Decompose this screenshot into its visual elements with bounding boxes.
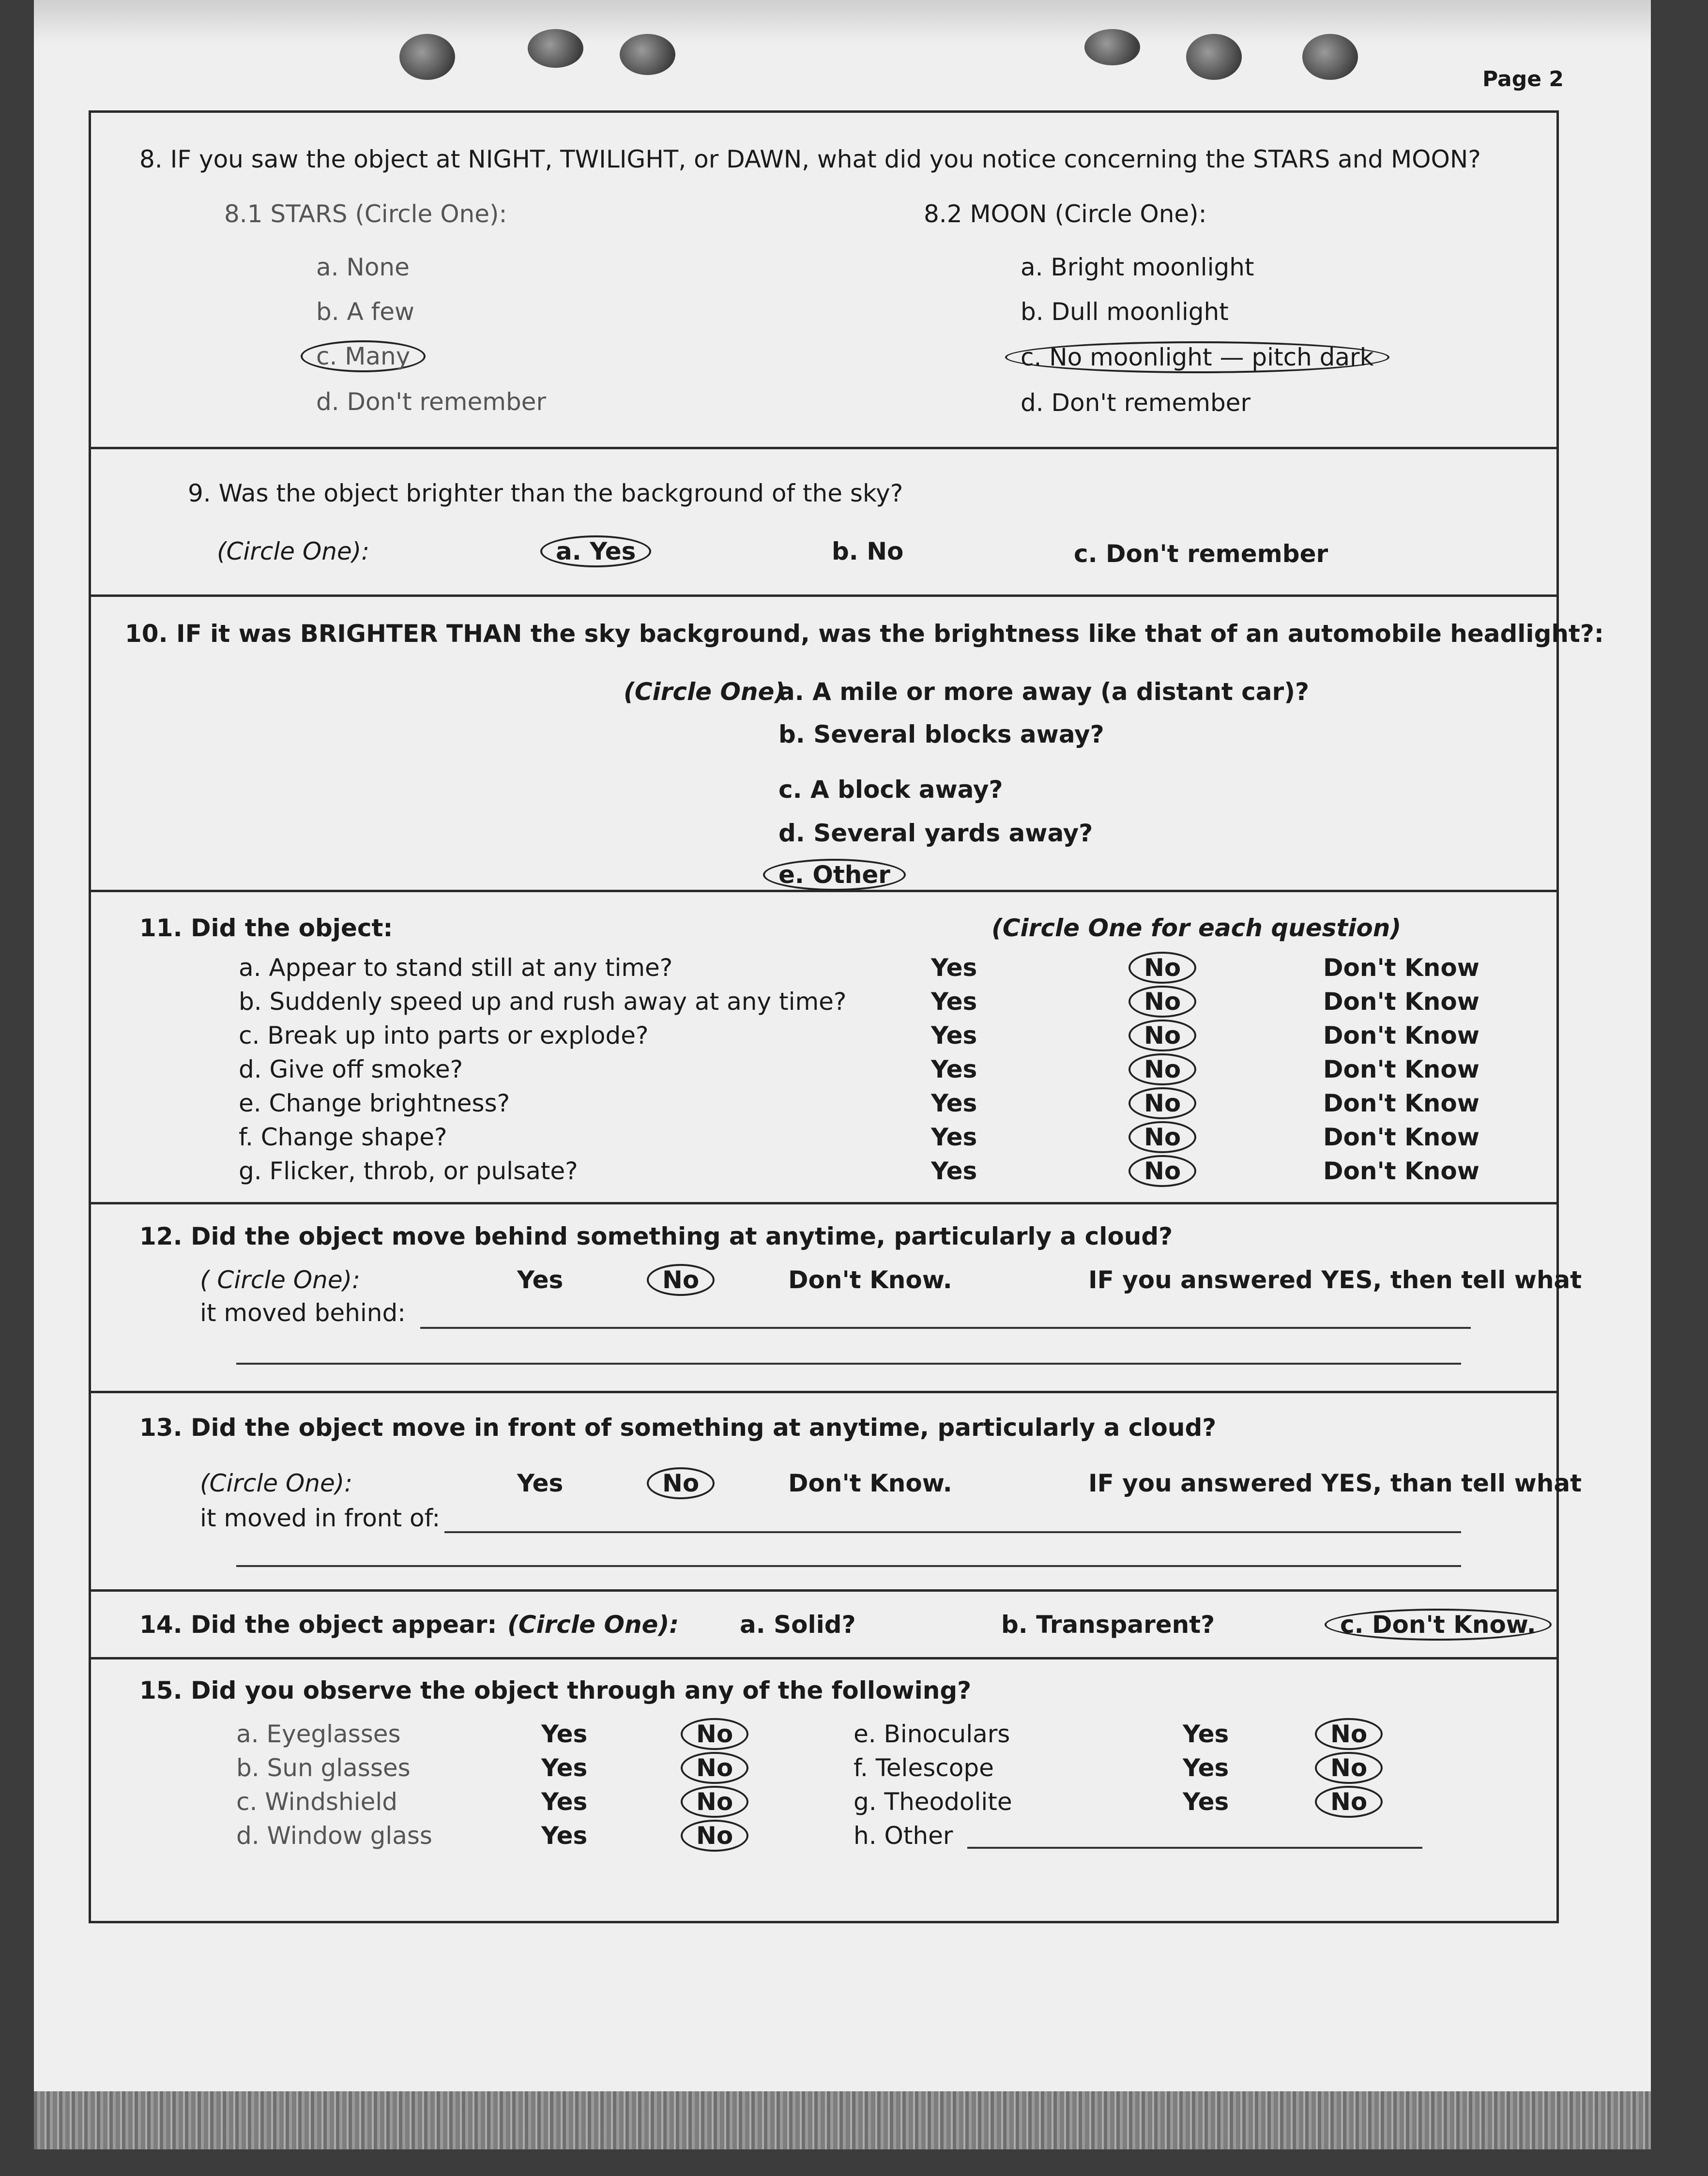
circled-answer: No	[1128, 1155, 1196, 1187]
question-11	[91, 890, 1556, 1204]
q11-item-c-yes[interactable]: Yes	[931, 1021, 977, 1050]
q11-item-a-yes[interactable]: Yes	[931, 954, 977, 982]
q9-option-a-circled[interactable]	[556, 536, 651, 566]
circled-answer: c. Many	[301, 340, 426, 372]
q11-item-b-yes[interactable]: Yes	[931, 988, 977, 1016]
q10-option-a[interactable]: a. A mile or more away (a distant car)?	[778, 678, 1310, 706]
q10-option-b[interactable]: b. Several blocks away?	[778, 720, 1104, 748]
moon-option-a: a. Bright moonlight	[1021, 253, 1254, 281]
circle-one-label: (Circle One)	[624, 678, 786, 706]
q15-item-a: a. Eyeglasses	[236, 1720, 401, 1748]
q11-item-f-yes[interactable]: Yes	[931, 1123, 977, 1151]
q11-item-f-dont-know[interactable]: Don't Know	[1323, 1123, 1479, 1151]
q15-item-g-yes[interactable]: Yes	[1183, 1788, 1229, 1816]
q11-item-a-dont-know[interactable]: Don't Know	[1323, 954, 1479, 982]
question-13-text: 13. Did the object move in front of something at anytime, particularly a cloud?	[139, 1414, 1217, 1442]
q11-item-g-no-circled[interactable]	[1144, 1156, 1196, 1186]
circled-answer: c. Don't Know.	[1325, 1609, 1552, 1641]
q11-item-a-no-circled[interactable]	[1144, 953, 1196, 983]
question-15-text: 15. Did you observe the object through any of the following?	[139, 1676, 972, 1704]
q11-item-f: f. Change shape?	[239, 1123, 447, 1151]
q11-item-d-yes[interactable]: Yes	[931, 1055, 977, 1083]
q13-yes[interactable]: Yes	[517, 1469, 564, 1497]
q11-item-d-dont-know[interactable]: Don't Know	[1323, 1055, 1479, 1083]
q11-item-e-yes[interactable]: Yes	[931, 1089, 977, 1117]
answer-line[interactable]	[420, 1327, 1471, 1329]
circled-answer: No	[1128, 1087, 1196, 1119]
q11-item-d: d. Give off smoke?	[239, 1055, 463, 1083]
q11-item-c-no-circled[interactable]	[1144, 1020, 1196, 1050]
stars-heading: 8.1 STARS (Circle One):	[224, 200, 507, 228]
q13-dont-know[interactable]: Don't Know.	[788, 1469, 952, 1497]
q15-item-c: c. Windshield	[236, 1788, 397, 1816]
moon-option-c-circled[interactable]	[1021, 342, 1389, 372]
q12-no-circled[interactable]	[662, 1265, 715, 1295]
circle-one-label: (Circle One):	[217, 537, 370, 565]
circle-one-label: (Circle One):	[200, 1469, 353, 1497]
question-8-text: 8. IF you saw the object at NIGHT, TWILIGHT, or DAWN, what did you notice concerning the STARS and MOON?	[139, 145, 1481, 173]
q11-item-e-dont-know[interactable]: Don't Know	[1323, 1089, 1479, 1117]
q11-item-g-dont-know[interactable]: Don't Know	[1323, 1157, 1479, 1185]
q13-followup: IF you answered YES, than tell what	[1088, 1469, 1582, 1497]
q15-item-h-other: h. Other	[854, 1822, 953, 1850]
question-12	[91, 1202, 1582, 1393]
question-15	[91, 1657, 1556, 1921]
q15-item-a-yes[interactable]: Yes	[541, 1720, 588, 1748]
answer-line[interactable]	[967, 1847, 1422, 1849]
q15-item-g-no-circled[interactable]	[1330, 1787, 1383, 1817]
q11-item-f-no-circled[interactable]	[1144, 1122, 1196, 1152]
q9-option-b[interactable]: b. No	[832, 537, 904, 565]
circled-answer: No	[1315, 1786, 1383, 1818]
q15-item-b-yes[interactable]: Yes	[541, 1754, 588, 1782]
q15-item-c-no-circled[interactable]	[696, 1787, 748, 1817]
q15-item-c-yes[interactable]: Yes	[541, 1788, 588, 1816]
punch-hole	[1302, 34, 1358, 80]
moon-heading: 8.2 MOON (Circle One):	[924, 200, 1207, 228]
q11-item-d-no-circled[interactable]	[1144, 1054, 1196, 1084]
q13-no-circled[interactable]	[662, 1468, 715, 1498]
circle-one-label: ( Circle One):	[200, 1266, 360, 1294]
circle-one-for-each-label: (Circle One for each question)	[991, 914, 1402, 942]
q15-item-g: g. Theodolite	[854, 1788, 1012, 1816]
questionnaire-form	[89, 110, 1604, 1923]
q15-item-f: f. Telescope	[854, 1754, 994, 1782]
q15-item-f-yes[interactable]: Yes	[1183, 1754, 1229, 1782]
q15-item-e: e. Binoculars	[854, 1720, 1010, 1748]
question-14	[91, 1589, 1556, 1659]
punch-hole	[528, 29, 583, 68]
circled-answer: No	[681, 1752, 748, 1784]
q11-item-a: a. Appear to stand still at any time?	[239, 954, 673, 982]
q11-item-g-yes[interactable]: Yes	[931, 1157, 977, 1185]
circled-answer: No	[1128, 1121, 1196, 1153]
punch-hole	[399, 34, 455, 80]
q14-option-b[interactable]: b. Transparent?	[1001, 1611, 1215, 1639]
page-top-shadow	[34, 0, 1651, 44]
page-number: Page 2	[1482, 67, 1564, 91]
question-12-text: 12. Did the object move behind something at anytime, particularly a cloud?	[139, 1222, 1173, 1250]
punch-hole	[620, 34, 675, 75]
circled-answer: e. Other	[763, 859, 906, 891]
q11-item-b-no-circled[interactable]	[1144, 987, 1196, 1017]
answer-line[interactable]	[236, 1363, 1461, 1365]
punch-hole	[1084, 29, 1140, 65]
question-8	[91, 113, 1556, 449]
q15-item-d-no-circled[interactable]	[696, 1821, 748, 1851]
circled-answer: No	[1128, 1053, 1196, 1085]
q15-item-f-no-circled[interactable]	[1330, 1753, 1383, 1783]
q9-option-c[interactable]: c. Don't remember	[1074, 540, 1328, 568]
question-13	[91, 1391, 1582, 1592]
q11-item-e-no-circled[interactable]	[1144, 1088, 1196, 1118]
moon-option-b: b. Dull moonlight	[1021, 298, 1229, 326]
q14-option-c-circled[interactable]	[1340, 1610, 1552, 1640]
question-9-text: 9. Was the object brighter than the background of the sky?	[188, 479, 903, 507]
stars-option-c-circled[interactable]	[316, 341, 426, 371]
circled-answer: No	[647, 1264, 715, 1296]
q10-option-c[interactable]: c. A block away?	[778, 776, 1003, 804]
punch-hole	[1186, 34, 1242, 80]
question-10-text: 10. IF it was BRIGHTER THAN the sky background, was the brightness like that of an automobile headlight?:	[125, 620, 1604, 648]
circled-answer: No	[647, 1467, 715, 1499]
stars-option-a: a. None	[316, 253, 410, 281]
q11-item-c-dont-know[interactable]: Don't Know	[1323, 1021, 1479, 1050]
circled-answer: No	[1128, 986, 1196, 1018]
circled-answer: No	[681, 1820, 748, 1852]
scan-artifact-strip	[34, 2091, 1651, 2149]
question-10	[91, 594, 1604, 892]
circled-answer: No	[681, 1718, 748, 1750]
stars-option-b: b. A few	[316, 298, 414, 326]
answer-line[interactable]	[444, 1531, 1461, 1533]
circled-answer: No	[1128, 952, 1196, 984]
q11-item-c: c. Break up into parts or explode?	[239, 1021, 649, 1050]
circled-answer: c. No moonlight — pitch dark	[1005, 341, 1389, 373]
q14-option-a[interactable]: a. Solid?	[740, 1611, 856, 1639]
q11-item-e: e. Change brightness?	[239, 1089, 510, 1117]
q15-item-d-yes[interactable]: Yes	[541, 1822, 588, 1850]
q12-followup: IF you answered YES, then tell what	[1088, 1266, 1582, 1294]
q15-item-b: b. Sun glasses	[236, 1754, 411, 1782]
q10-option-d[interactable]: d. Several yards away?	[778, 819, 1093, 847]
q15-item-b-no-circled[interactable]	[696, 1753, 748, 1783]
circled-answer: No	[681, 1786, 748, 1818]
q15-item-e-no-circled[interactable]	[1330, 1719, 1383, 1749]
question-9	[91, 447, 1556, 597]
q11-item-g: g. Flicker, throb, or pulsate?	[239, 1157, 578, 1185]
q15-item-a-no-circled[interactable]	[696, 1719, 748, 1749]
document-page	[34, 0, 1651, 2149]
question-11-text: 11. Did the object:	[139, 914, 393, 942]
q12-yes[interactable]: Yes	[517, 1266, 564, 1294]
circled-answer: No	[1315, 1752, 1383, 1784]
circled-answer: No	[1128, 1020, 1196, 1051]
q10-option-e-circled[interactable]	[778, 860, 906, 890]
q13-followup-label: it moved in front of:	[200, 1504, 441, 1532]
q12-followup-label: it moved behind:	[200, 1299, 406, 1327]
q15-item-d: d. Window glass	[236, 1822, 432, 1850]
circled-answer: No	[1315, 1718, 1383, 1750]
moon-option-d: d. Don't remember	[1021, 389, 1250, 417]
circle-one-label: (Circle One):	[507, 1611, 679, 1639]
q11-item-b: b. Suddenly speed up and rush away at any time?	[239, 988, 847, 1016]
q11-item-b-dont-know[interactable]: Don't Know	[1323, 988, 1479, 1016]
circled-answer: a. Yes	[540, 535, 651, 567]
question-14-text: 14. Did the object appear:	[139, 1611, 497, 1639]
q12-dont-know[interactable]: Don't Know.	[788, 1266, 952, 1294]
stars-option-d: d. Don't remember	[316, 388, 546, 416]
q15-item-e-yes[interactable]: Yes	[1183, 1720, 1229, 1748]
answer-line[interactable]	[236, 1565, 1461, 1567]
